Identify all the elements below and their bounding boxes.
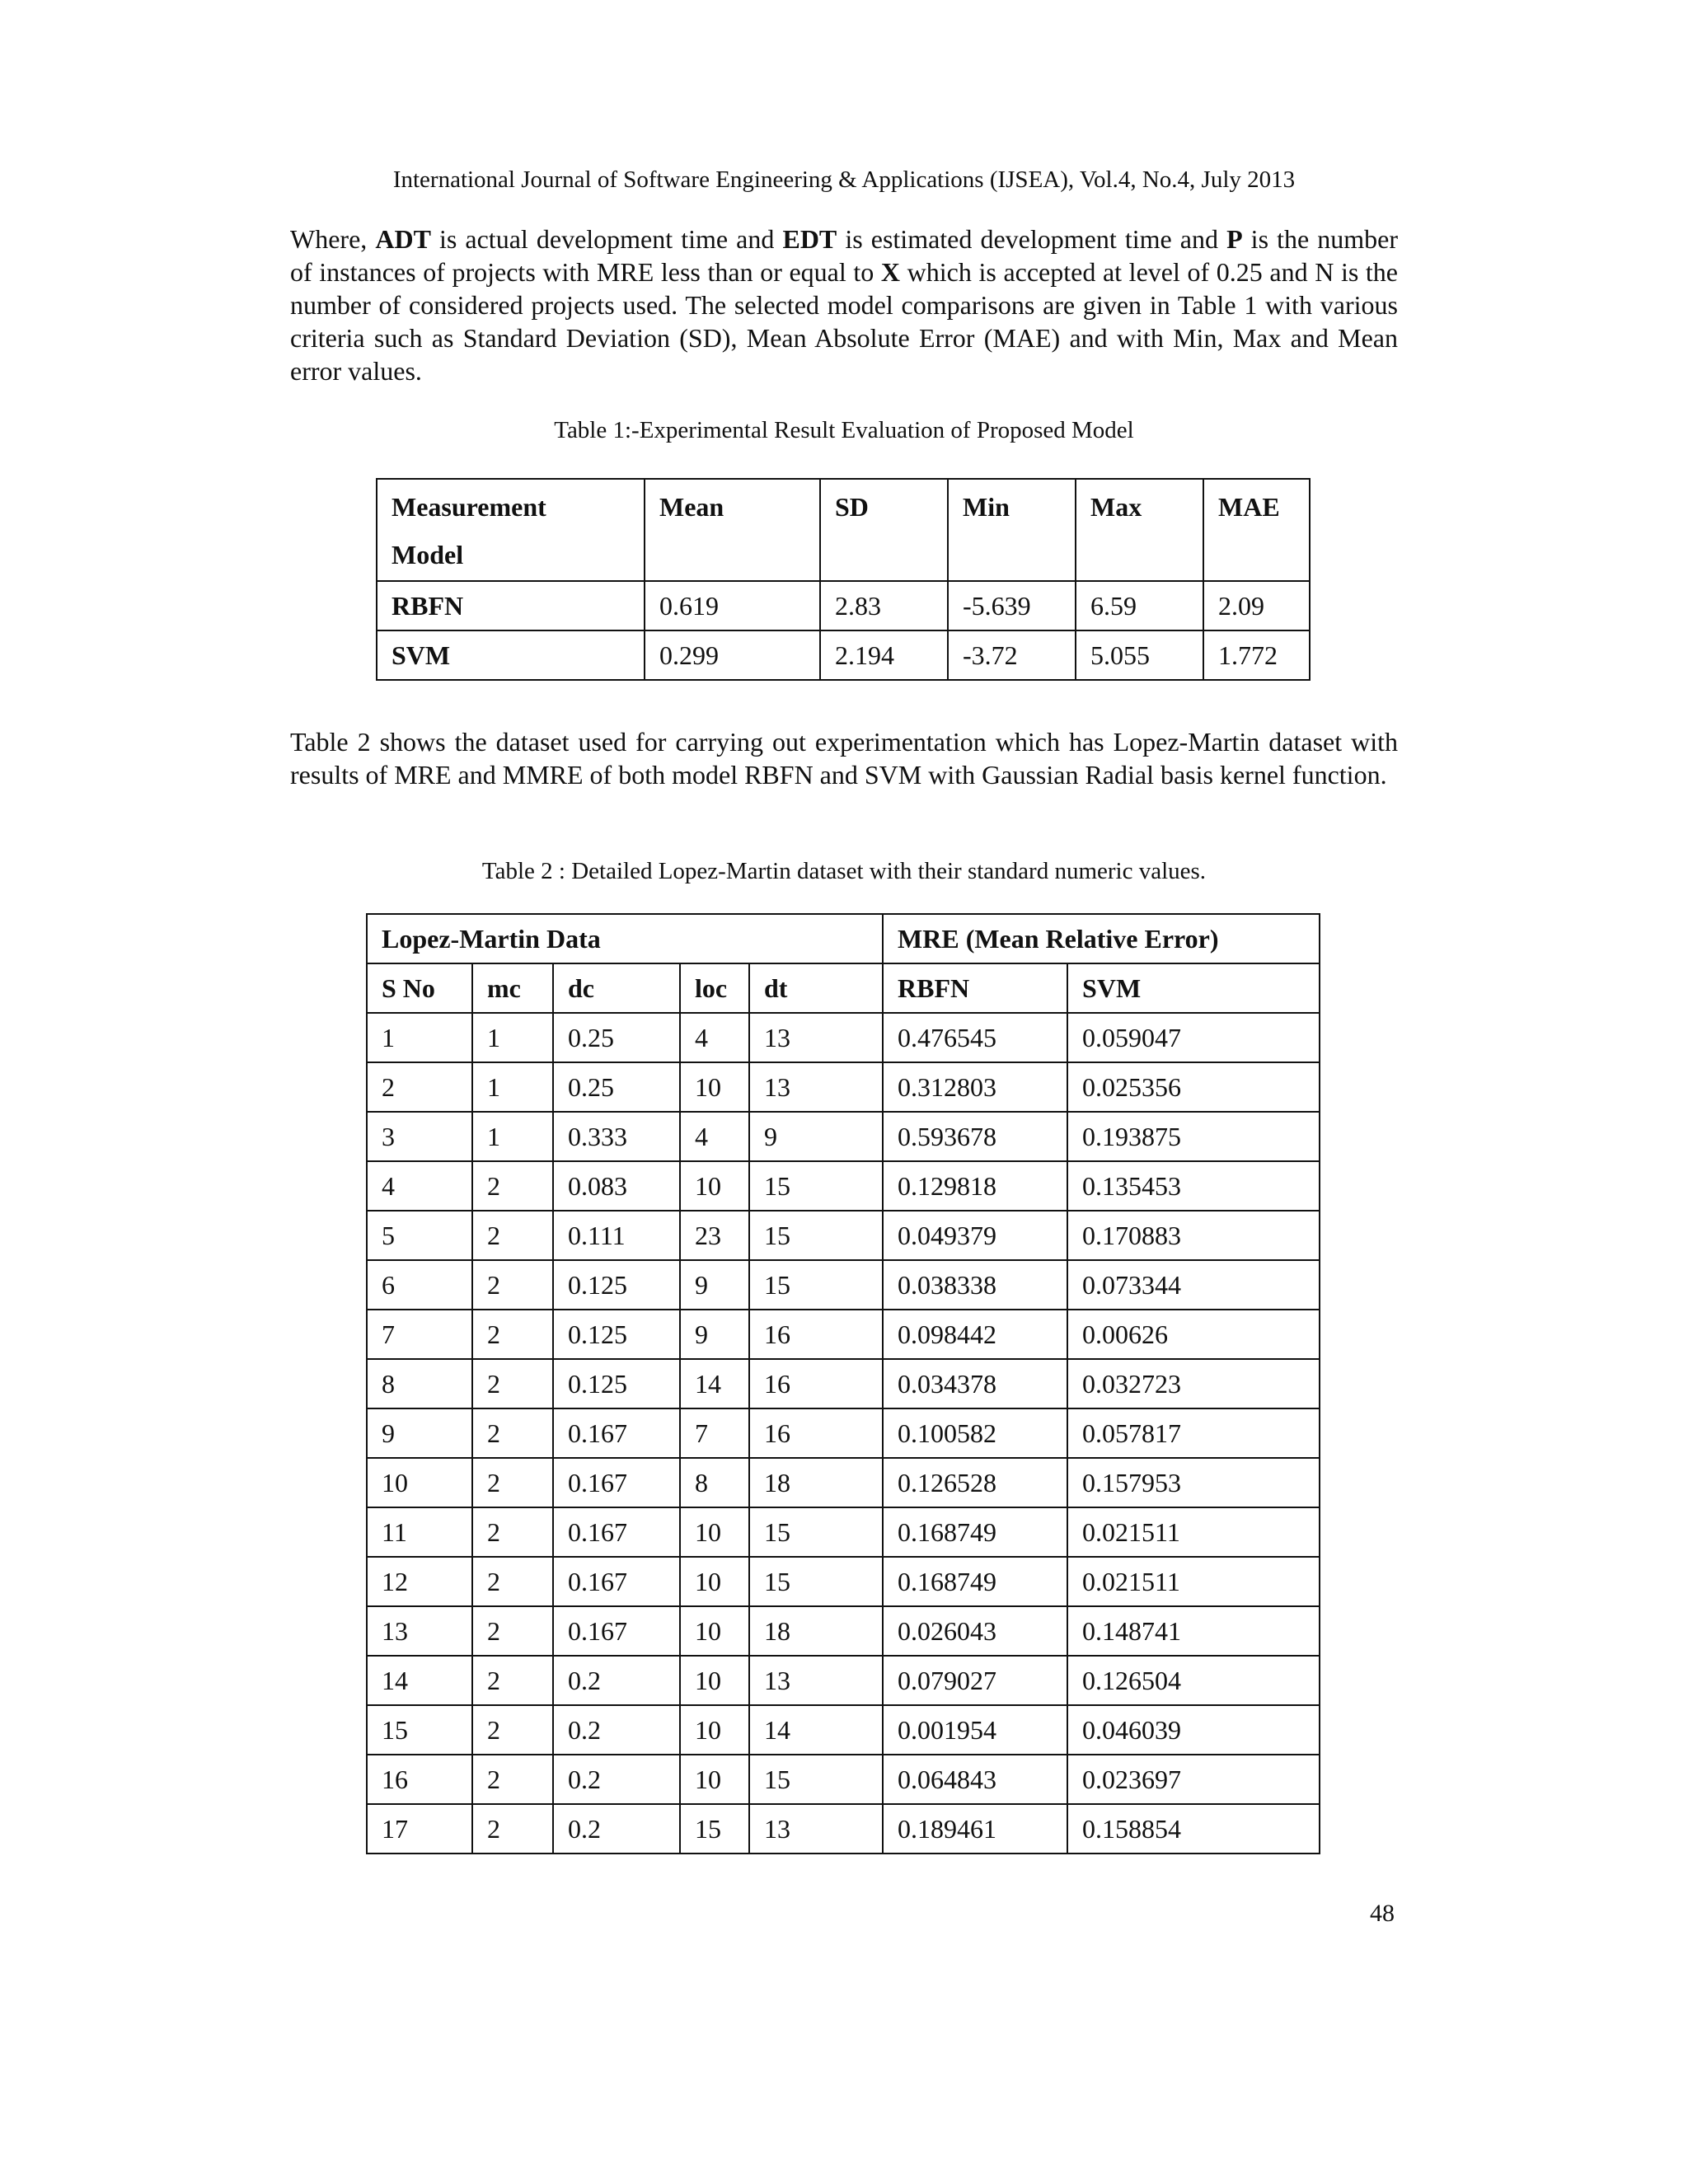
table-cell: 16 [749, 1310, 883, 1359]
header-cell: dt [749, 963, 883, 1013]
table-cell: 2.83 [820, 581, 948, 630]
header-cell: dc [553, 963, 680, 1013]
table-cell: 0.167 [553, 1458, 680, 1507]
table-cell: 12 [367, 1557, 472, 1606]
table-row [367, 1310, 1320, 1359]
table-cell: 6.59 [1076, 581, 1203, 630]
table-cell: 0.125 [553, 1260, 680, 1310]
table-cell: 0.2 [553, 1656, 680, 1705]
table-row [367, 1359, 1320, 1408]
table-cell: 0.2 [553, 1755, 680, 1804]
table-cell: 9 [749, 1112, 883, 1161]
table-cell: 2 [472, 1211, 553, 1260]
table-cell: 0.170883 [1067, 1211, 1320, 1260]
table-cell: 0.126504 [1067, 1656, 1320, 1705]
table-cell: 16 [367, 1755, 472, 1804]
table-cell: 10 [680, 1062, 749, 1112]
table-cell: 10 [680, 1606, 749, 1656]
table-cell: 0.021511 [1067, 1507, 1320, 1557]
group-header-row [367, 914, 1320, 963]
table1-caption: Table 1:-Experimental Result Evaluation of Proposed Model [554, 417, 1134, 443]
table-cell: 8 [680, 1458, 749, 1507]
table-cell: 0.083 [553, 1161, 680, 1211]
table-cell: 2 [472, 1408, 553, 1458]
table-row [367, 1112, 1320, 1161]
table-cell: 0.312803 [883, 1062, 1067, 1112]
table-cell: 0.148741 [1067, 1606, 1320, 1656]
term-edt: EDT [782, 224, 837, 254]
table-cell: 0.299 [645, 630, 820, 680]
para-text: is the number of instances of projects with MRE less than or equal to [290, 224, 1399, 287]
table-cell: 2 [472, 1656, 553, 1705]
table-cell: 0.619 [645, 581, 820, 630]
table-cell: 15 [749, 1211, 883, 1260]
table-cell: 15 [749, 1507, 883, 1557]
table-cell: 6 [367, 1260, 472, 1310]
table-cell: 17 [367, 1804, 472, 1854]
table-cell: 0.023697 [1067, 1755, 1320, 1804]
header-cell: S No [367, 963, 472, 1013]
table-cell: 0.125 [553, 1359, 680, 1408]
table-cell: 0.001954 [883, 1705, 1067, 1755]
table-cell: 2 [472, 1804, 553, 1854]
table-cell: 15 [749, 1557, 883, 1606]
table-cell: 2 [472, 1606, 553, 1656]
table-row [367, 1013, 1320, 1062]
table-cell: 1 [472, 1013, 553, 1062]
table-row [367, 1705, 1320, 1755]
table-header-row [367, 963, 1320, 1013]
table-cell: 0.135453 [1067, 1161, 1320, 1211]
table-header-row [377, 479, 1310, 581]
table-row [377, 630, 1310, 680]
table-row [367, 1211, 1320, 1260]
table-cell: 14 [367, 1656, 472, 1705]
header-cell: Measurement Model [377, 479, 645, 581]
table-cell: 2 [472, 1507, 553, 1557]
table-cell: 0.476545 [883, 1013, 1067, 1062]
header-cell: SVM [1067, 963, 1320, 1013]
group-header-mre: MRE (Mean Relative Error) [883, 914, 1320, 963]
table-cell: 4 [367, 1161, 472, 1211]
table-cell: -5.639 [948, 581, 1076, 630]
table-cell: 0.098442 [883, 1310, 1067, 1359]
table-row [367, 1755, 1320, 1804]
header-cell: RBFN [883, 963, 1067, 1013]
table-cell: 0.167 [553, 1507, 680, 1557]
header-cell: loc [680, 963, 749, 1013]
table-cell: 2 [472, 1458, 553, 1507]
table-cell: 10 [680, 1507, 749, 1557]
header-cell: Max [1076, 479, 1203, 581]
table-cell: 0.00626 [1067, 1310, 1320, 1359]
page-number: 48 [1370, 1900, 1395, 1927]
table-cell: 1 [367, 1013, 472, 1062]
table-cell: 0.057817 [1067, 1408, 1320, 1458]
table-cell: 23 [680, 1211, 749, 1260]
table-cell: 0.126528 [883, 1458, 1067, 1507]
dataset-paragraph: Table 2 shows the dataset used for carrying out experimentation which has Lopez-Martin dataset with results of MRE and MMRE of both model RBFN and SVM with Gaussian Radial basis kernel function. [290, 727, 1398, 790]
table-cell: 13 [367, 1606, 472, 1656]
para-text: is estimated development time and [837, 224, 1227, 254]
table-cell: 8 [367, 1359, 472, 1408]
table-cell: 5.055 [1076, 630, 1203, 680]
results-table [376, 478, 1311, 681]
table-cell: 10 [367, 1458, 472, 1507]
table-cell: 5 [367, 1211, 472, 1260]
table-cell: 0.193875 [1067, 1112, 1320, 1161]
table-cell: 7 [367, 1310, 472, 1359]
table-cell: 0.2 [553, 1804, 680, 1854]
table-cell: 0.079027 [883, 1656, 1067, 1705]
table-cell: 11 [367, 1507, 472, 1557]
table-cell: 18 [749, 1606, 883, 1656]
table-cell: 0.046039 [1067, 1705, 1320, 1755]
table-cell: 0.049379 [883, 1211, 1067, 1260]
table-cell: 0.026043 [883, 1606, 1067, 1656]
table-cell: 15 [749, 1260, 883, 1310]
table-cell: 10 [680, 1755, 749, 1804]
table-cell: 1 [472, 1062, 553, 1112]
table-cell: -3.72 [948, 630, 1076, 680]
table-cell: 1 [472, 1112, 553, 1161]
table-row [367, 1507, 1320, 1557]
table-cell: 0.157953 [1067, 1458, 1320, 1507]
table-cell: 0.059047 [1067, 1013, 1320, 1062]
table-cell: 1.772 [1203, 630, 1310, 680]
table-cell: 0.167 [553, 1606, 680, 1656]
dataset-table [366, 913, 1320, 1854]
table-row [377, 581, 1310, 630]
header-cell: mc [472, 963, 553, 1013]
table-cell: 16 [749, 1408, 883, 1458]
table-cell: 2.194 [820, 630, 948, 680]
table-cell: 2 [472, 1359, 553, 1408]
table-row [367, 1408, 1320, 1458]
para-text: is actual development time and [430, 224, 783, 254]
table-cell: 0.158854 [1067, 1804, 1320, 1854]
term-adt: ADT [375, 224, 431, 254]
table2-caption: Table 2 : Detailed Lopez-Martin dataset with their standard numeric values. [481, 858, 1207, 884]
table-cell: 18 [749, 1458, 883, 1507]
table-cell: 0.167 [553, 1408, 680, 1458]
table-cell: 9 [680, 1260, 749, 1310]
table-cell: 4 [680, 1013, 749, 1062]
header-cell: Min [948, 479, 1076, 581]
table-cell: 13 [749, 1062, 883, 1112]
table-cell: 15 [749, 1161, 883, 1211]
table-cell: 15 [367, 1705, 472, 1755]
table-row [367, 1804, 1320, 1854]
table-cell: 13 [749, 1804, 883, 1854]
table-cell: 0.125 [553, 1310, 680, 1359]
table-cell: 13 [749, 1013, 883, 1062]
header-cell: MAE [1203, 479, 1310, 581]
table-row [367, 1458, 1320, 1507]
table-cell: 2.09 [1203, 581, 1310, 630]
header-cell: SD [820, 479, 948, 581]
table-cell: 2 [472, 1755, 553, 1804]
table-row [367, 1606, 1320, 1656]
table-cell: 0.168749 [883, 1507, 1067, 1557]
journal-header: International Journal of Software Engineering & Applications (IJSEA), Vol.4, No.4, July 2013 [392, 166, 1296, 193]
table-cell: 0.25 [553, 1062, 680, 1112]
table-cell: 0.189461 [883, 1804, 1067, 1854]
row-label: SVM [377, 630, 645, 680]
table-cell: 0.064843 [883, 1755, 1067, 1804]
table-row [367, 1062, 1320, 1112]
table-cell: 0.129818 [883, 1161, 1067, 1211]
table-cell: 0.593678 [883, 1112, 1067, 1161]
table-cell: 2 [472, 1260, 553, 1310]
table-cell: 0.2 [553, 1705, 680, 1755]
table-cell: 10 [680, 1656, 749, 1705]
table-cell: 3 [367, 1112, 472, 1161]
table-cell: 13 [749, 1656, 883, 1705]
table-cell: 7 [680, 1408, 749, 1458]
group-header-lopez-martin: Lopez-Martin Data [367, 914, 883, 963]
table-cell: 0.032723 [1067, 1359, 1320, 1408]
table-cell: 0.167 [553, 1557, 680, 1606]
table-cell: 9 [367, 1408, 472, 1458]
table-row [367, 1656, 1320, 1705]
table-cell: 0.100582 [883, 1408, 1067, 1458]
table-cell: 0.333 [553, 1112, 680, 1161]
dataset-table-body [367, 1013, 1320, 1854]
header-cell: Mean [645, 479, 820, 581]
table-cell: 2 [472, 1557, 553, 1606]
table-cell: 14 [680, 1359, 749, 1408]
term-p: P [1226, 224, 1243, 254]
table-row [367, 1161, 1320, 1211]
intro-paragraph [290, 223, 1398, 387]
table-cell: 10 [680, 1161, 749, 1211]
para-text: which is accepted at level of 0.25 and N is the number of considered projects used. The selected model comparisons are given in Table 1 with various criteria such as Standard Deviation (SD), Mean Absolute Error (MAE) and with Min, Max and Mean error values. [290, 257, 1399, 386]
table-cell: 0.021511 [1067, 1557, 1320, 1606]
table-row [367, 1557, 1320, 1606]
table-row [367, 1260, 1320, 1310]
table-cell: 9 [680, 1310, 749, 1359]
table-cell: 0.073344 [1067, 1260, 1320, 1310]
table-cell: 15 [749, 1755, 883, 1804]
para-text: Where, [290, 224, 376, 254]
table-cell: 2 [472, 1310, 553, 1359]
table-cell: 0.034378 [883, 1359, 1067, 1408]
table-cell: 10 [680, 1705, 749, 1755]
table-cell: 16 [749, 1359, 883, 1408]
table-cell: 2 [472, 1705, 553, 1755]
table-cell: 2 [367, 1062, 472, 1112]
table-cell: 0.111 [553, 1211, 680, 1260]
table-cell: 2 [472, 1161, 553, 1211]
table-cell: 0.038338 [883, 1260, 1067, 1310]
table-cell: 15 [680, 1804, 749, 1854]
term-x: X [880, 257, 901, 287]
table-cell: 10 [680, 1557, 749, 1606]
table-cell: 14 [749, 1705, 883, 1755]
row-label: RBFN [377, 581, 645, 630]
table-cell: 0.025356 [1067, 1062, 1320, 1112]
table-cell: 0.168749 [883, 1557, 1067, 1606]
table-cell: 4 [680, 1112, 749, 1161]
table-cell: 0.25 [553, 1013, 680, 1062]
